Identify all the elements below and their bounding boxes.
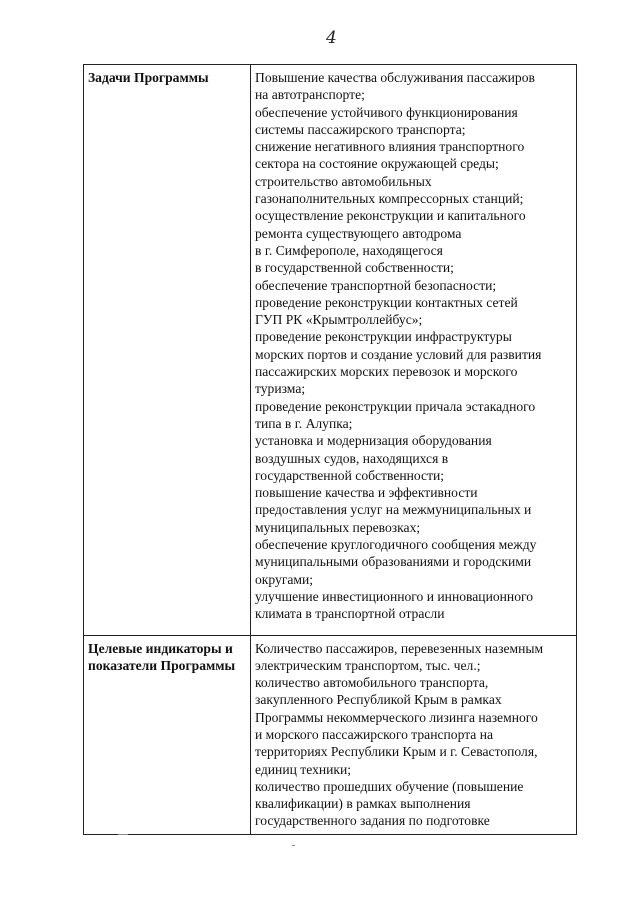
value-line: в государственной собственности; xyxy=(255,260,454,276)
value-line: обеспечение транспортной безопасности; xyxy=(255,277,497,293)
value-line: системы пассажирского транспорта; xyxy=(255,121,466,137)
value-line: квалификации) в рамках выполнения xyxy=(255,796,471,812)
value-line: Количество пассажиров, перевезенных наземным xyxy=(255,640,544,656)
value-line: округами; xyxy=(255,571,314,587)
value-line: установка и модернизация оборудования xyxy=(255,433,492,449)
value-line: единиц техники; xyxy=(255,761,352,777)
value-line: снижение негативного влияния транспортного xyxy=(255,139,525,155)
value-line: газонаполнительных компрессорных станций; xyxy=(255,191,524,207)
table-row-indicators xyxy=(84,635,577,834)
row-value-tasks xyxy=(251,65,577,636)
value-line: муниципальных перевозках; xyxy=(255,519,421,535)
table-row-tasks xyxy=(84,65,577,636)
value-line: электрическим транспортом, тыс. чел.; xyxy=(255,657,481,673)
scan-mark xyxy=(292,845,295,846)
value-line: Повышение качества обслуживания пассажиров xyxy=(255,70,535,85)
value-line: обеспечение круглогодичного сообщения между xyxy=(255,537,537,553)
value-line: туризма; xyxy=(255,381,306,397)
value-line: муниципальными образованиями и городскими xyxy=(255,554,532,570)
value-line: воздушных судов, находящихся в xyxy=(255,450,449,466)
value-line: в г. Симферополе, находящегося xyxy=(255,242,443,258)
row-value-indicators xyxy=(251,635,577,834)
value-line: ГУП РК «Крымтроллейбус»; xyxy=(255,312,423,328)
value-line: осуществление реконструкции и капитального xyxy=(255,208,526,224)
value-line: повышение качества и эффективности xyxy=(255,485,478,501)
value-line: проведение реконструкции причала эстакадного xyxy=(255,398,536,414)
label-line: Целевые индикаторы и xyxy=(88,640,233,656)
value-line: государственного задания по подготовке xyxy=(255,813,490,829)
value-line: улучшение инвестиционного и инновационного xyxy=(255,588,534,604)
value-line: климата в транспортной отрасли xyxy=(255,606,445,622)
value-line: пассажирских морских перевозок и морского xyxy=(255,364,518,380)
row-label-tasks xyxy=(84,65,251,636)
value-line: обеспечение устойчивого функционирования xyxy=(255,104,518,120)
value-line: проведение реконструкции инфраструктуры xyxy=(255,329,512,345)
value-line: и морского пассажирского транспорта на xyxy=(255,726,494,742)
value-line: сектора на состояние окружающей среды; xyxy=(255,156,499,172)
value-line: морских портов и создание условий для развития xyxy=(255,346,542,362)
value-line: ремонта существующего автодрома xyxy=(255,225,462,241)
value-line: закупленного Республикой Крым в рамках xyxy=(255,692,502,708)
value-line: Программы некоммерческого лизинга наземного xyxy=(255,709,538,725)
value-line: строительство автомобильных xyxy=(255,173,432,189)
value-line: количество прошедших обучение (повышение xyxy=(255,778,524,794)
value-line: проведение реконструкции контактных сетей xyxy=(255,294,518,310)
program-passport-table xyxy=(83,64,577,835)
label-line: Задачи Программы xyxy=(88,70,209,85)
label-line: показатели Программы xyxy=(88,657,236,673)
value-line: типа в г. Алупка; xyxy=(255,415,353,431)
page-number: 4 xyxy=(326,28,337,48)
value-line: на автотранспорте; xyxy=(255,87,365,103)
scan-mark xyxy=(118,834,128,835)
value-line: количество автомобильного транспорта, xyxy=(255,675,489,691)
row-label-indicators xyxy=(84,635,251,834)
value-line: предоставления услуг на межмуниципальных и xyxy=(255,502,532,518)
value-line: государственной собственности; xyxy=(255,467,445,483)
value-line: территориях Республики Крым и г. Севастополя, xyxy=(255,744,538,760)
